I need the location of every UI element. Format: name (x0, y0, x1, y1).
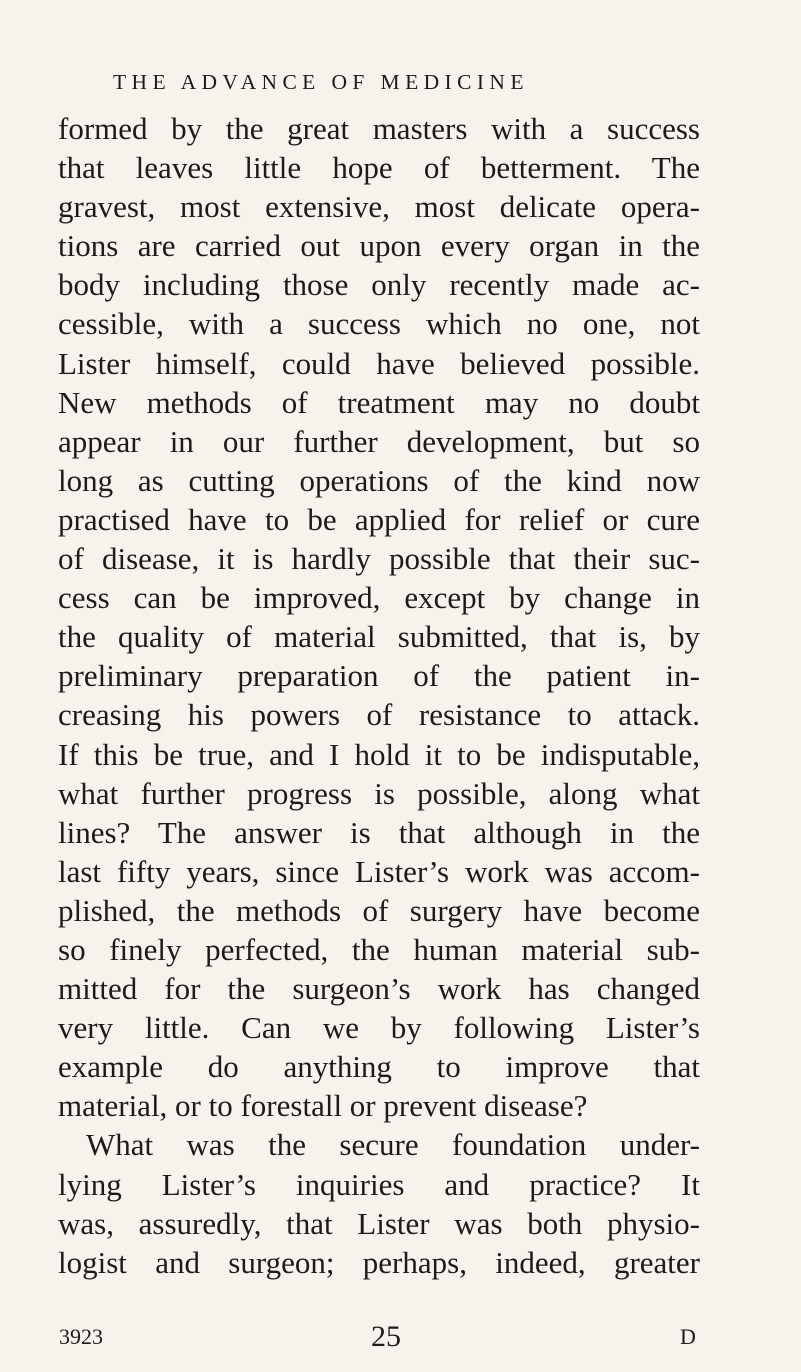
text-line: creasing his powers of resistance to attack. (58, 697, 700, 733)
text-line: appear in our further development, but so (58, 423, 700, 459)
text-line: practised have to be applied for relief or cure (58, 501, 700, 537)
text-line: very little. Can we by following Lister’s (58, 1010, 700, 1046)
text-line: If this be true, and I hold it to be indisputable, (58, 736, 700, 772)
signature-mark: 3923 (59, 1324, 103, 1349)
page-footer (0, 1322, 801, 1352)
text-line: last fifty years, since Lister’s work was accom- (58, 853, 700, 889)
text-line: lines? The answer is that although in the (58, 814, 700, 850)
text-line: body including those only recently made ac- (58, 267, 700, 303)
body-text (58, 109, 700, 1282)
text-line: preliminary preparation of the patient in- (58, 658, 700, 694)
text-line: cessible, with a success which no one, not (58, 306, 700, 342)
text-line: example do anything to improve that (58, 1049, 700, 1085)
text-line: plished, the methods of surgery have become (58, 892, 700, 928)
paragraph-2 (58, 1125, 700, 1281)
text-line: long as cutting operations of the kind now (58, 462, 700, 498)
page-number: 25 (371, 1320, 401, 1353)
paragraph-1 (58, 109, 700, 1125)
text-line: that leaves little hope of betterment. The (58, 150, 700, 186)
text-line: What was the secure foundation under- (86, 1127, 700, 1163)
text-line: so finely perfected, the human material sub- (58, 931, 700, 967)
text-line: of disease, it is hardly possible that their suc- (58, 541, 700, 577)
text-line: mitted for the surgeon’s work has changed (58, 971, 700, 1007)
text-line: the quality of material submitted, that is, by (58, 619, 700, 655)
text-line: material, or to forestall or prevent disease? (58, 1088, 588, 1124)
text-line: gravest, most extensive, most delicate opera- (58, 189, 700, 225)
text-line: New methods of treatment may no doubt (58, 384, 700, 420)
text-line: Lister himself, could have believed possible. (58, 345, 700, 381)
text-line: was, assuredly, that Lister was both physio- (58, 1205, 700, 1241)
text-line: tions are carried out upon every organ in the (58, 228, 700, 264)
text-line: what further progress is possible, along what (58, 775, 700, 811)
text-line: cess can be improved, except by change in (58, 580, 700, 616)
text-line: logist and surgeon; perhaps, indeed, greater (58, 1244, 700, 1280)
text-line: lying Lister’s inquiries and practice? It (58, 1166, 700, 1202)
running-head: THE ADVANCE OF MEDICINE (113, 70, 529, 94)
text-line: formed by the great masters with a success (58, 111, 700, 146)
gathering-mark: D (680, 1324, 696, 1349)
